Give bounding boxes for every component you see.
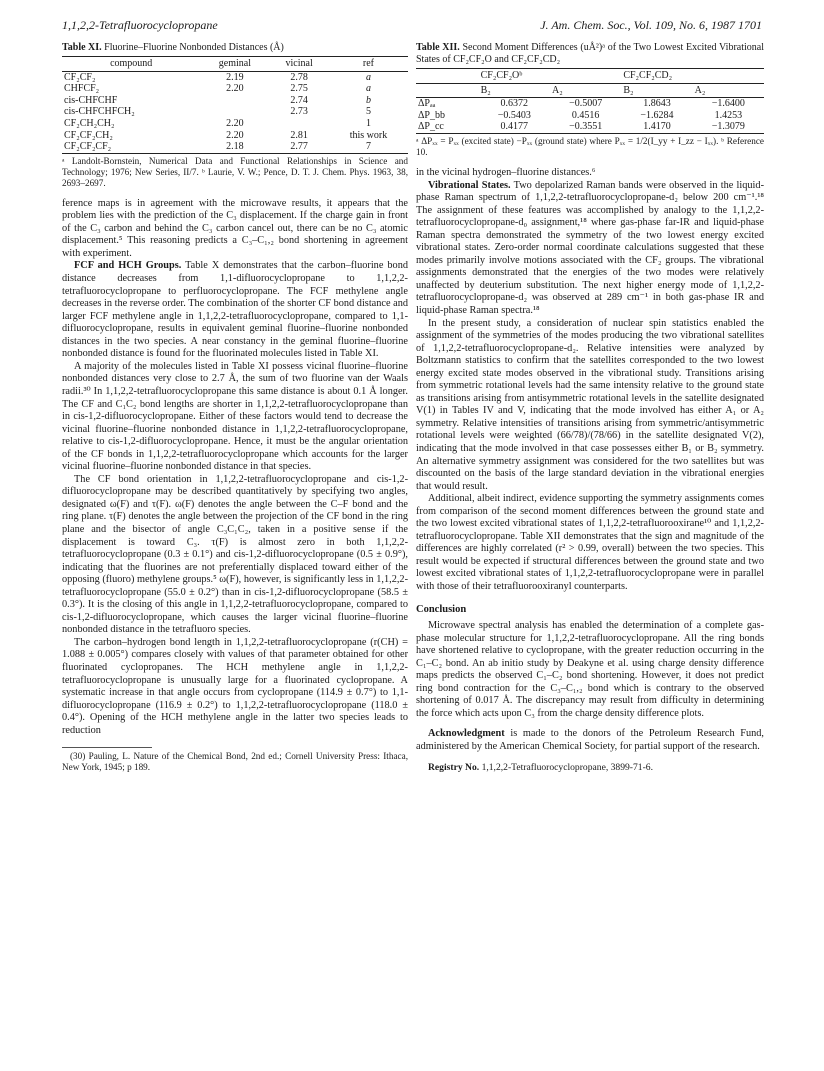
footnote-30: (30) Pauling, L. Nature of the Chemical Bond, 2nd ed.; Cornell University Press: Ithaca, New York, 1945; p 189. (62, 751, 408, 773)
table-row (62, 106, 408, 118)
table-cell: 2.77 (290, 141, 308, 153)
section-text: Two depolarized Raman bands were observed in the liquid-phase Raman spectrum of 1,1,2,2-tetrafluorocyclopropane-d₂ below 200 cm⁻¹.¹⁸ The assignment of these features was accomplished by analogy to the 1,1,2,2-tetrafluorocyclopropane-d₀ assignment,¹⁸ where gas-phase far-IR and liquid-phase Raman spectra demonstrated the symmetry of the two lowest energy excited vibrational states. Zero-order normal coordinate calculations suggested that these modes primarily involve motions associated with the CF₂ groups. The vibrational assignments demonstrated that the energies of the two modes were relatively unaffected by deuterium substitution. The next higher energy mode of 1,1,2,2-tetrafluorocyclopropane-d₂ was observed at 289 cm⁻¹ in both gas-phase IR and liquid-phase Raman spectra.¹⁸ (416, 179, 764, 316)
table-cell: 2.18 (226, 141, 244, 153)
table-cell: 7 (365, 141, 371, 153)
table-cell: 2.74 (290, 94, 308, 106)
table-cell: CF₂CF₂CF₂ (64, 141, 112, 153)
table-cell: −1.6284 (640, 109, 674, 121)
table-cell: −0.3551 (569, 121, 603, 133)
table-11-col-ref: ref (329, 57, 408, 72)
footnote-divider (62, 747, 152, 748)
section-heading: FCF and HCH Groups. (74, 260, 182, 272)
table-cell (200, 95, 269, 107)
table-row (62, 71, 408, 83)
table-11-header-row (62, 57, 408, 72)
table-cell: CF₂CH₂CH₂ (64, 117, 115, 129)
section-text: Table X demonstrates that the carbon–fluorine bond distance decreases from 1,1-difluorocyclopropane to 1,1,2,2-tetrafluorocyclopropane to perfluorocyclopropane. The FCF methylene angle decreases in the reverse order. The combination of the shorter CF bond distance and larger FCF methylene angle in 1,1,2,2-tetrafluorocyclopropane, compared to 1,1-difluorocyclopropane, results in equivalent geminal fluorine–fluorine nonbonded distances in the two species. A near constancy in the geminal fluorine–fluorine nonbonded distance is found for the fluorinated molecules listed in Table XI. (62, 260, 408, 360)
table-cell: cis-CHFCHF (64, 94, 118, 106)
table-11-col-compound: compound (62, 57, 200, 72)
table-cell: 1 (365, 117, 371, 129)
table-cell: 2.75 (290, 83, 308, 95)
table-cell: −0.5403 (497, 109, 531, 121)
table-11 (62, 56, 408, 154)
right-column (416, 42, 764, 774)
table-12-group-1: CF₂CF₂Oᵇ (479, 69, 622, 84)
table-12-group-2: CF₂CF₂CD₂ (621, 69, 764, 84)
table-cell: this work (349, 129, 388, 141)
table-row (62, 130, 408, 142)
table-12-subhead: B₂ (479, 83, 550, 98)
acknowledgment-heading: Acknowledgment (428, 728, 505, 740)
table-11-title: Fluorine–Fluorine Nonbonded Distances (Å) (104, 42, 284, 53)
table-cell (269, 118, 328, 130)
table-row (62, 83, 408, 95)
table-12-subhead-row (416, 83, 764, 98)
conclusion-heading: Conclusion (416, 603, 467, 615)
journal-citation: J. Am. Chem. Soc., Vol. 109, No. 6, 1987 1701 (540, 18, 762, 32)
table-cell: 2.20 (226, 129, 244, 141)
table-11-caption (62, 42, 408, 54)
body-paragraph: ference maps is in agreement with the microwave results, it appears that the problem lies with the prediction of the C₃ displacement. If the charge gain in front of the C₃ carbon and behind the C₃ carbon cancel out, there can be no C₃ atomic displacement.⁵ This reasoning predicts a C₃–C₁,₂ bond shortening in agreement with experiment. (62, 197, 408, 259)
table-cell: 1.4253 (714, 109, 743, 121)
body-paragraph: In the present study, a consideration of nuclear spin statistics enabled the assignment of the symmetries of the modes producing the two vibrational satellites of 1,1,2,2-tetrafluorocyclopropane-d₂. Relative intensities were analyzed by Boltzmann statistics to confirm that the satellites corresponded to the two lowest energy excited state modes observed in the vibrational study. Transitions arising from symmetric rotational levels had the same intensity relative to the ground state as transitions arising from antisymmetric rotational levels in the satellite designated V(1) in Tables IV and V, indicating that the mode involved has either A₁ or A₂ symmetry. Relative intensities of transitions arising from symmetric/antisymmetric rotational levels were weighted (66/78)/(78/66) in the satellite designated V(2), indicating that the mode involved in that case possesses either B₁ or B₂ symmetry. An alternative symmetry assignment was considered for the two satellites but was discounted on the basis of the large standard deviation in the vibrational energies that would result. (416, 317, 764, 492)
table-cell: ΔP_bb (418, 109, 445, 121)
table-cell: 0.6372 (500, 98, 529, 110)
table-row (416, 98, 764, 110)
left-column (62, 42, 408, 773)
table-cell: 5 (365, 106, 371, 118)
table-cell: CF₂CF₂CH₂ (64, 129, 113, 141)
registry-text: 1,1,2,2-Tetrafluorocyclopropane, 3899-71-6. (481, 761, 653, 773)
section-vibrational-paragraph (416, 180, 764, 318)
table-cell: −1.3079 (711, 121, 745, 133)
table-cell: 1.8643 (643, 98, 671, 110)
table-cell: 0.4516 (571, 109, 600, 121)
table-cell: a (365, 83, 371, 95)
table-cell: ΔPₐₐ (418, 98, 436, 110)
table-12-subhead: B₂ (621, 83, 692, 98)
table-cell: CF₂CF₂ (64, 71, 96, 83)
table-cell: 2.20 (226, 117, 244, 129)
body-paragraph: A majority of the molecules listed in Table XI possess vicinal fluorine–fluorine nonbonded distances very close to 2.7 Å, the sum of two fluorine van der Waals radii.³⁰ In 1,1,2,2-tetrafluorocyclopropane this same distance is about 0.1 Å longer. The CF and C₁C₂ bond lengths are shorter in 1,1,2,2-tetrafluorocyclopropane than in cis-1,2-difluorocyclopropane. Either of these factors would tend to decrease the vicinal fluorine–fluorine nonbonded distance in 1,1,2,2-tetrafluorocyclopropane, relative to cis-1,2-difluorocyclopropane. Hence, it must be the angular orientation of the CF bonds in 1,1,2,2-tetrafluorocyclopropane which accounts for the larger vicinal fluorine–fluorine nonbonded distance in that species. (62, 360, 408, 473)
table-12-subhead: A₂ (550, 83, 621, 98)
table-cell: cis-CHFCHFCH₂ (64, 106, 135, 118)
table-cell: 1.4170 (643, 121, 671, 133)
registry-line (416, 762, 764, 775)
table-row (416, 121, 764, 133)
table-row (62, 141, 408, 153)
table-12 (416, 68, 764, 134)
section-fcf-paragraph (62, 260, 408, 360)
table-row (62, 118, 408, 130)
acknowledgment-paragraph (416, 728, 764, 753)
table-11-col-vicinal: vicinal (269, 57, 328, 72)
section-heading: Vibrational States. (428, 179, 511, 191)
table-cell (200, 106, 269, 118)
table-cell: −1.6400 (711, 98, 745, 110)
body-paragraph: Additional, albeit indirect, evidence supporting the symmetry assignments comes from comparison of the second moment differences between the ground state and the two lowest excited vibrational states of 1,1,2,2-tetrafluorooxirane¹⁰ and 1,1,2,2-tetrafluorocyclopropane. Table XII demonstrates that the sign and magnitude of the differences are highly correlated (r² > 0.99, overall) between the two species. This result would be expected if structural differences between the ground state and two lowest excited vibrational states of 1,1,2,2-tetrafluorocyclopropane were in parallel with those of their tetrafluorooxiranyl counterparts. (416, 493, 764, 593)
table-cell: a (365, 71, 371, 83)
table-cell: 0.4177 (500, 121, 529, 133)
table-cell: 2.81 (290, 129, 308, 141)
acknowledgment-text: is made to the donors of the Petroleum Research Fund, administered by the American Chemical Society, for partial support of the research. (416, 728, 765, 753)
conclusion-paragraph: Microwave spectral analysis has enabled the determination of a complete gas-phase molecular structure for 1,1,2,2-tetrafluorocyclopropane. All the ring bonds have shortened relative to cyclopropane, with the greater reduction occurring in the C₁–C₂ bond. An ab initio study by Deakyne et al. using charge density difference maps predicts the observed C₁–C₂ bond shortening. However, it does not predict ring bond contraction for the C₃–C₁,₂ bond which is contrary to the observed shortening of 0.017 Å. The discrepancy may result from difficulty in determining the force which acts upon C₃ from the charge density difference plots. (416, 620, 764, 719)
table-cell: 2.19 (226, 71, 244, 83)
table-cell: CHFCF₂ (64, 83, 100, 95)
table-cell: 2.78 (290, 71, 308, 83)
table-12-footnote: ᵃ ΔPₓₓ = Pₓₓ (excited state) −Pₓₓ (ground state) where Pₓₓ = 1/2(I_yy + I_zz − Iₓₓ). ᵇ Reference 10. (416, 135, 764, 157)
registry-heading: Registry No. (428, 761, 480, 773)
table-cell: 2.20 (226, 83, 244, 95)
table-cell: −0.5007 (569, 98, 603, 110)
table-row (416, 110, 764, 122)
running-title: 1,1,2,2-Tetrafluorocyclopropane (62, 18, 218, 32)
table-12-title: Second Moment Differences (uÅ²)ᵃ of the Two Lowest Excited Vibrational States of CF₂CF₂O and CF₂CF₂CD₂ (416, 42, 764, 65)
table-cell: b (365, 94, 371, 106)
table-11-col-geminal: geminal (200, 57, 269, 72)
table-cell: ΔP_cc (418, 121, 444, 133)
body-paragraph: The carbon–hydrogen bond length in 1,1,2,2-tetrafluorocyclopropane (r(CH) = 1.088 ± 0.005°) compares closely with values of that parameter obtained for other fluorinated cyclopropanes. The HCH methylene angle in 1,1,2,2-tetrafluorocyclopropane is unusually large for a fluorinated cyclopropane. A systematic increase in that angle occurs from cyclopropane (114.9 ± 0.7°) to 1,1-difluorocyclopropane (116.9 ± 0.2°) to 1,1,2,2-tetrafluorocyclopropane (118.0 ± 0.4°). Opening of the HCH methylene angle in the latter two species leads to reduction (62, 636, 408, 736)
table-12-label: Table XII. (416, 42, 460, 53)
table-row (62, 95, 408, 107)
table-12-caption (416, 42, 764, 66)
table-11-footnote: ᵃ Landolt-Bornstein, Numerical Data and Functional Relationships in Science and Technology; 1976; New Series, II/7. ᵇ Laurie, V. W.; Pence, D. T. J. Chem. Phys. 1963, 38, 2693–2697. (62, 155, 408, 188)
table-11-label: Table XI. (62, 42, 102, 53)
body-paragraph: The CF bond orientation in 1,1,2,2-tetrafluorocyclopropane and cis-1,2-difluorocyclopropane may be described quantitatively by specifying two angles, designated ω(F) and τ(F). ω(F) denotes the angle between the C–F bond and the ring plane. τ(F) denotes the angle between the projection of the CF bond in the ring plane and the bisector of angle C₃C₁C₂, taken in a positive sense if the displacement is toward C₃. τ(F) is almost zero in both 1,1,2,2-tetrafluorocyclopropane (0.3 ± 0.1°) and cis-1,2-difluorocyclopropane (0.5 ± 0.9°), indicating that the fluorines are not preferentially displaced toward either of the opposing (fluoro) methylene groups.⁵ ω(F), however, is significantly less in 1,1,2,2-tetrafluorocyclopropane (55.0 ± 0.2°) than in cis-1,2-difluorocyclopropane (58.5 ± 0.3°). It is the closing of this angle in 1,1,2,2-tetrafluorocyclopropane, compared to cis-1,2-difluorocyclopropane, which causes the larger vicinal fluorine–fluorine nonbonded distance in the tetrafluoro species. (62, 473, 408, 636)
table-cell: 2.73 (290, 106, 308, 118)
table-12-group-row (416, 69, 764, 84)
table-12-subhead: A₂ (693, 83, 764, 98)
body-paragraph: in the vicinal hydrogen–fluorine distances.⁶ (416, 166, 596, 178)
